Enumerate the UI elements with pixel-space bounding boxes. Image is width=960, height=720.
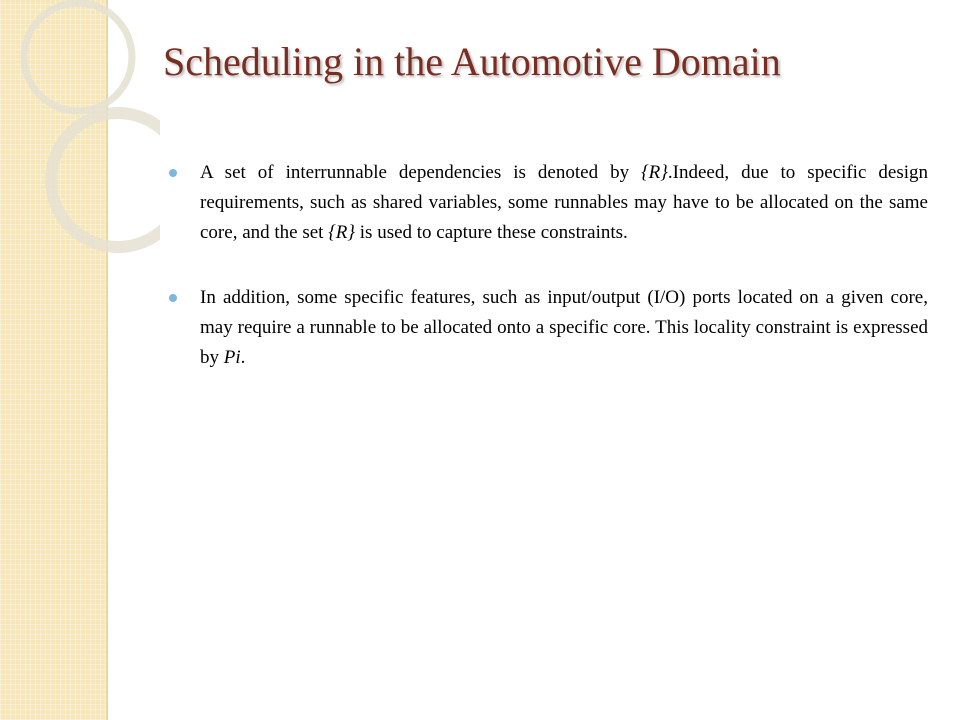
- slide-title: Scheduling in the Automotive Domain: [163, 39, 781, 84]
- bullet-dot-icon: [169, 169, 177, 177]
- bullet-list: [160, 158, 928, 408]
- bullet-text: .Indeed, due to specific design requirements, such as shared variables, some runnables may have to be allocated on the same core, and the set: [200, 162, 928, 243]
- set-symbol: {R}: [328, 222, 356, 243]
- bullet-item: [160, 283, 928, 373]
- bullet-text: A set of interrunnable dependencies is denoted by: [200, 162, 642, 183]
- bullet-text: .: [240, 347, 246, 368]
- set-symbol: {R}: [641, 162, 668, 183]
- bullet-item: [160, 158, 928, 248]
- decorative-side-panel: [0, 0, 108, 720]
- bullet-text: In addition, some specific features, such as input/output (I/O) ports located on a given core, may require a runnable to be allocated onto a specific core. This locality constraint is expressed by: [200, 287, 928, 368]
- bullet-text: is used to capture these constraints.: [355, 222, 628, 243]
- locality-symbol: Pi: [223, 347, 241, 368]
- bullet-dot-icon: [169, 294, 177, 302]
